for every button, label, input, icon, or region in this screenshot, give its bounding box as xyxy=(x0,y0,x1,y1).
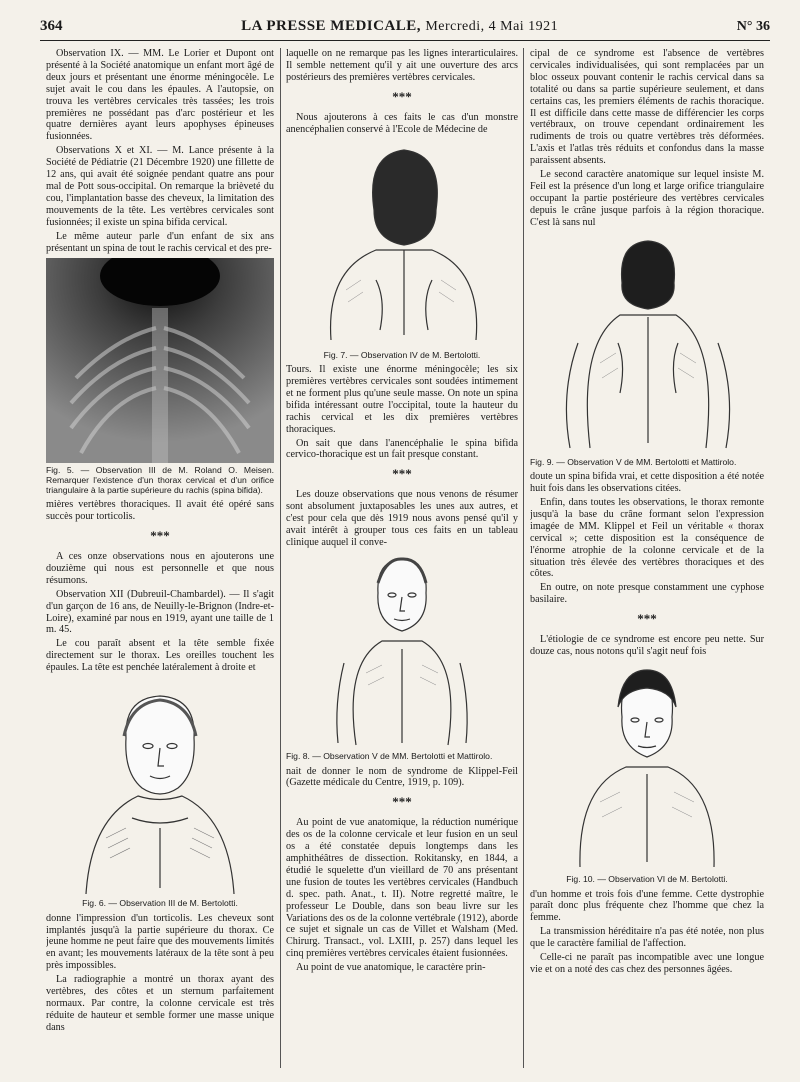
figure-6-caption: Fig. 6. — Observation III de M. Bertolotti. xyxy=(82,898,238,909)
paragraph: Nous ajouterons à ces faits le cas d'un monstre anencéphalien conservé à l'Ecole de Médecine de xyxy=(286,111,518,135)
section-separator: *** xyxy=(637,611,657,627)
paragraph: donne l'impression d'un torticolis. Les cheveux sont implantés jusqu'à la partie supérieure du thorax. Ce jeune homme ne peut faire que des mouvements limités en avant; les mouvements latéraux de la tête sont à peu près impossibles. xyxy=(46,912,274,972)
paragraph: Le second caractère anatomique sur lequel insiste M. Feil est la présence d'un long et large orifice triangulaire occupant la partie postérieure des vertèbres cervicales depuis le crâne jusque parfois à la région thoracique. C'est là sans nul xyxy=(530,169,764,228)
specimen-back-illustration xyxy=(286,140,518,348)
paragraph: A ces onze observations nous en ajouterons une douzième qui nous est personnelle et que nous résumons. xyxy=(46,551,274,586)
paragraph: d'un homme et trois fois d'une femme. Cette dystrophie paraît donc plus fréquente chez l'homme que chez la femme. xyxy=(530,888,764,924)
patient-portrait-illustration xyxy=(530,662,764,872)
figure-7-caption: Fig. 7. — Observation IV de M. Bertolotti. xyxy=(323,349,481,360)
paragraph: mières vertèbres thoraciques. Il avait été opéré sans succès pour torticolis. xyxy=(46,499,274,523)
issue-date: Mercredi, 4 Mai 1921 xyxy=(425,19,559,34)
section-separator: *** xyxy=(150,528,170,543)
paragraph: Observations X et XI. — M. Lance présente à la Société de Pédiatrie (21 Décembre 1920) une fillette de 12 ans, qui avait été soignée pendant quatre ans pour mal de Pott sous-occipital. On remarque la brièveté du cou, l'implantation basse des cheveux, la limitation des mouvements de la tête. Les vertèbres cervicales sont fusionnées; il existe un spina bifida cervical. xyxy=(46,145,274,228)
paragraph: L'étiologie de ce syndrome est encore peu nette. Sur douze cas, nous notons qu'il s'agit neuf fois xyxy=(530,634,764,658)
figure-8-caption: Fig. 8. — Observation V de MM. Bertolotti et Mattirolo. xyxy=(286,750,493,761)
paragraph: nait de donner le nom de syndrome de Klippel-Feil (Gazette médicale du Centre, 1919, p. 109). xyxy=(286,765,518,789)
paragraph: La radiographie a montré un thorax ayant des vertèbres, des côtes et un sternum parfaitement normaux. Par contre, la colonne cervicale est très réduite de hauteur et semble former une masse unique dans xyxy=(46,974,274,1033)
column-3 xyxy=(530,48,764,1073)
figure-9-caption: Fig. 9. — Observation V de MM. Bertolotti et Mattirolo. xyxy=(530,456,737,467)
section-separator: *** xyxy=(392,466,412,482)
figure-9 xyxy=(530,233,764,468)
figure-10 xyxy=(530,662,764,885)
paragraph: Le même auteur parle d'un enfant de six ans présentant un spina de tout le rachis cervical et des pre- xyxy=(46,230,274,254)
journal-title xyxy=(241,18,558,35)
page-header xyxy=(40,18,770,41)
page-number: 364 xyxy=(40,18,63,34)
paragraph: laquelle on ne remarque pas les lignes interarticulaires. Il semble nettement qu'il y ait une ouverture des arcs postérieurs des premières vertèbres cervicales. xyxy=(286,48,518,83)
paragraph: Observation XII (Dubreuil-Chambardel). — Il s'agit d'un garçon de 16 ans, de Neuilly-le-Brignon (Indre-et-Loire), examiné par nous en 1919, ayant une taille de 1 m. 45. xyxy=(46,588,274,636)
paragraph: Enfin, dans toutes les observations, le thorax remonte jusqu'à la base du crâne formant selon l'expression imagée de MM. Klippel et Feil un véritable « thorax cervical »; cette disposition est la conséquence de l'énorme atrophie de la colonne cervicale et de la situation très élevée des vertèbres thoraciques et des côtes. xyxy=(530,497,764,580)
issue-number: N° 36 xyxy=(736,19,770,34)
section-separator: *** xyxy=(392,88,412,104)
patient-illustration xyxy=(46,678,274,896)
paragraph: Au point de vue anatomique, la réduction numérique des os de la colonne cervicale et leur fusion en un seul os a été constatée depuis longtemps dans les amphithéâtres de dissection. Rokitansky, en 1844, a étudié le squelette d'un vieillard de 70 ans présentant une fusion de toutes les vertèbres cervicales (Handbuch d. spec. path. Anat., t. II). Notre regretté maître, le professeur Le Double, dans son beau livre sur les Variations des os de la colonne vertébrale (1912), aborde ce sujet et signale un cas de Villet et Walsham (Med. Chirurg. Transact., vol. LXIII, p. 257) dans lequel les cinq premières vertèbres cervicales étaient fusionnées. xyxy=(286,817,518,960)
patient-front-illustration xyxy=(286,553,518,749)
column-1 xyxy=(46,48,274,1073)
xray-image xyxy=(46,258,274,463)
paragraph: Tours. Il existe une énorme méningocèle; les six premières vertèbres cervicales sont soudées intimement et ne forment plus qu'une seule masse. On note un spina bifida intéressant outre l'occipital, toute la hauteur du rachis cervical et les dix premières vertèbres thoraciques. xyxy=(286,364,518,435)
paragraph: Au point de vue anatomique, le caractère prin- xyxy=(296,962,486,974)
paragraph: En outre, on note presque constamment une cyphose basilaire. xyxy=(530,582,764,606)
figure-10-caption: Fig. 10. — Observation VI de M. Bertolotti. xyxy=(566,873,728,884)
figure-7 xyxy=(286,140,518,361)
figure-8 xyxy=(286,553,518,762)
journal-name: LA PRESSE MEDICALE, xyxy=(241,18,422,34)
paragraph: cipal de ce syndrome est l'absence de vertèbres cervicales individualisées, qui sont remplacées par un bloc osseux pouvant contenir le rachis cervical dans sa totalité ou dans sa partie supérieure seulement, et dans certains cas, les premiers éléments de rachis thoracique. Il est difficile dans cette masse de différencier les corps vertébraux, on trouve cependant ordinairement les rudiments de trois ou quatre vertèbres très déformées. L'axis et l'atlas très réduits et confondus dans la masse paraissent absents. xyxy=(530,48,764,167)
figure-6 xyxy=(46,678,274,909)
figure-5 xyxy=(46,258,274,495)
paragraph: On sait que dans l'anencéphalie le spina bifida cervico-thoracique est un fait presque constant. xyxy=(286,437,518,461)
column-2 xyxy=(286,48,518,1073)
paragraph: Le cou paraît absent et la tête semble fixée directement sur le thorax. Les oreilles touchent les épaules. La tête est penchée latéralement à droite et xyxy=(46,638,274,674)
patient-back-illustration xyxy=(530,233,764,455)
paragraph: Observation IX. — MM. Le Lorier et Dupont ont présenté à la Société anatomique un enfant mort âgé de deux jours et présentant une énorme méningocèle. Le sujet avait le cou dans les épaules. A l'autopsie, on trouva les vertèbres cervicales très tassées; les trois premières ne possédant pas d'arc postérieur et les quatre dernières ayant leurs apophyses épineuses fusionnées. xyxy=(46,48,274,143)
figure-5-caption: Fig. 5. — Observation III de M. Roland O. Meisen. Remarquer l'existence d'un thorax cervical et d'un orifice triangulaire à la partie supérieure du rachis (spina bifida). xyxy=(46,465,274,495)
paragraph: doute un spina bifida vrai, et cette disposition a été notée huit fois dans les observations citées. xyxy=(530,471,764,495)
column-divider xyxy=(523,48,524,1068)
paragraph: La transmission héréditaire n'a pas été notée, non plus que le caractère familial de l'affection. xyxy=(530,926,764,950)
section-separator: *** xyxy=(392,794,412,810)
column-divider xyxy=(280,48,281,1068)
paragraph: Les douze observations que nous venons de résumer sont absolument juxtaposables les unes aux autres, et c'est pour cela que dès 1919 nous avons pensé qu'il y avait intérêt à grouper tous ces faits en un tableau clinique auquel il conve- xyxy=(286,489,518,548)
paragraph: Celle-ci ne paraît pas incompatible avec une longue vie et on a noté des cas chez des personnes âgées. xyxy=(530,952,764,975)
